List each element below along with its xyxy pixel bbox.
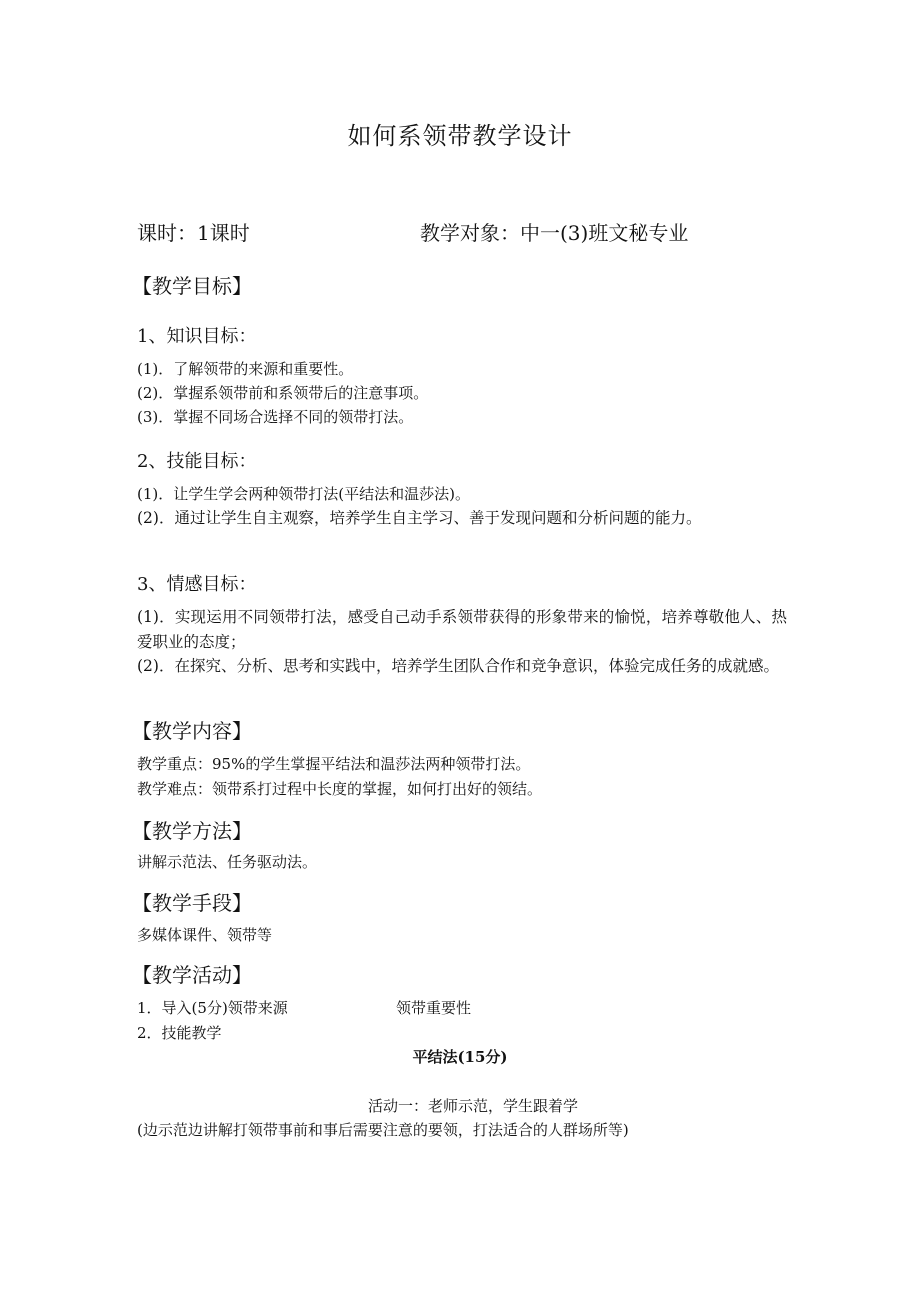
knowledge-goal-item: (2)．掌握系领带前和系领带后的注意事项。 [137,384,429,402]
section-heading-content: 【教学内容】 [132,719,252,743]
activity-one: 活动一：老师示范，学生跟着学 [368,1097,579,1115]
activity-one-note: (边示范边讲解打领带事前和事后需要注意的要领，打法适合的人群场所等) [137,1121,629,1139]
knowledge-goals-heading: 1、知识目标： [137,326,257,347]
difficulty-point: 教学难点：领带系打过程中长度的掌握，如何打出好的领结。 [137,780,543,798]
means-text: 多媒体课件、领带等 [137,926,273,944]
skill-goals-heading: 2、技能目标： [137,451,257,472]
section-heading-means: 【教学手段】 [132,891,252,915]
class-hours: 课时：1课时 [137,221,250,245]
emotion-goal-item: (1)．实现运用不同领带打法，感受自己动手系领带获得的形象带来的愉悦，培养尊敬他人、热爱职业的态度； [137,608,787,651]
flat-knot-heading: 平结法(15分) [412,1048,508,1066]
teaching-target: 教学对象：中一(3)班文秘专业 [420,221,689,245]
key-point: 教学重点：95%的学生掌握平结法和温莎法两种领带打法。 [137,755,531,773]
emotion-goals-heading: 3、情感目标： [137,574,257,595]
activity-item-skills: 2．技能教学 [137,1024,222,1042]
knowledge-goal-item: (3)．掌握不同场合选择不同的领带打法。 [137,408,414,426]
activity-item-importance: 领带重要性 [396,999,472,1017]
skill-goal-item: (1)．让学生学会两种领带打法(平结法和温莎法)。 [137,485,470,503]
activity-item-intro: 1．导入(5分)领带来源 [137,999,288,1017]
method-text: 讲解示范法、任务驱动法。 [137,853,318,871]
skill-goal-item: (2)．通过让学生自主观察，培养学生自主学习、善于发现问题和分析问题的能力。 [137,509,702,527]
section-heading-method: 【教学方法】 [132,819,252,843]
knowledge-goal-item: (1)．了解领带的来源和重要性。 [137,360,354,378]
document-title: 如何系领带教学设计 [347,122,573,150]
section-heading-goals: 【教学目标】 [132,274,252,298]
emotion-goal-item: (2)．在探究、分析、思考和实践中，培养学生团队合作和竞争意识，体验完成任务的成就感。 [137,657,779,675]
section-heading-activities: 【教学活动】 [132,963,252,987]
